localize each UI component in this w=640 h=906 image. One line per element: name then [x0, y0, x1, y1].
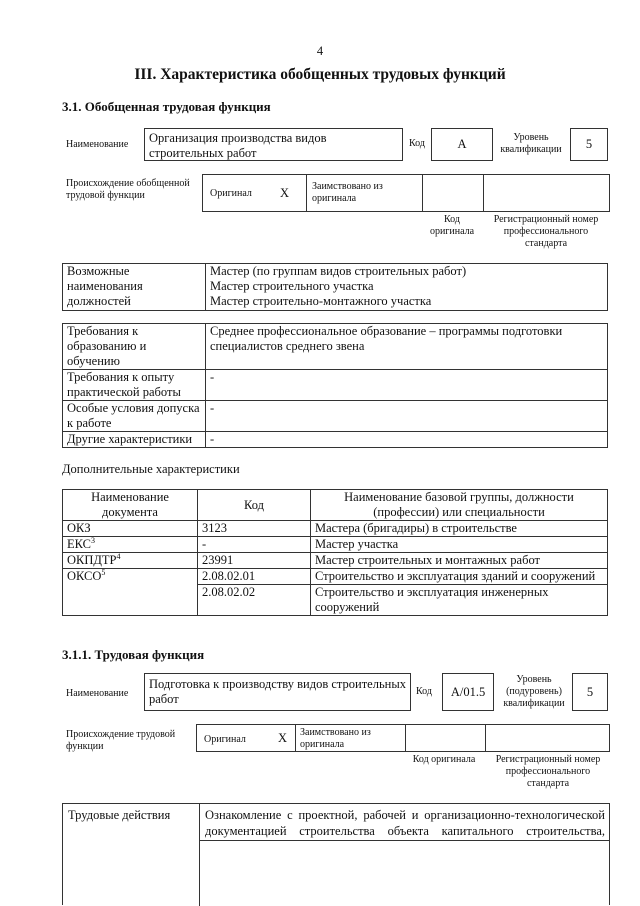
- tf-origin-label: Происхождение трудовой функции: [66, 729, 176, 752]
- table-row: [63, 521, 608, 537]
- cell-code: 3123: [198, 521, 311, 537]
- requirements-table: [62, 323, 608, 448]
- gtf-name-value: Организация производства видов строительных работ: [144, 128, 403, 161]
- tf-heading: 3.1.1. Трудовая функция: [62, 647, 205, 662]
- divider: [306, 174, 307, 212]
- cell-name: Мастера (бригадиры) в строительстве: [311, 521, 608, 537]
- gtf-code-label: Код: [409, 138, 425, 149]
- table-row: [63, 537, 608, 553]
- req-conditions-value: -: [206, 401, 608, 432]
- col-header-code: Код: [198, 490, 311, 521]
- cell-name: Строительство и эксплуатация зданий и сооружений: [311, 569, 608, 585]
- position-item: Мастер (по группам видов строительных работ): [210, 264, 467, 278]
- cell-name: Мастер строительных и монтажных работ: [311, 553, 608, 569]
- tf-name-label: Наименование: [66, 688, 129, 699]
- col-header-doc: Наименование документа: [63, 490, 198, 521]
- position-item: Мастер строительно-монтажного участка: [210, 294, 432, 308]
- additional-table: [62, 489, 608, 616]
- gtf-code-orig-caption: Код оригинала: [429, 214, 475, 237]
- gtf-original-mark: Х: [280, 186, 290, 200]
- req-other-value: -: [206, 432, 608, 448]
- tf-borrowed-label: Заимствовано из оригинала: [300, 727, 371, 750]
- divider: [485, 724, 486, 752]
- req-other-label: Другие характеристики: [63, 432, 206, 448]
- cell-name: Мастер участка: [311, 537, 608, 553]
- actions-label: Трудовые действия: [68, 808, 171, 822]
- section-title: III. Характеристика обобщенных трудовых функций: [134, 66, 506, 83]
- col-header-name: Наименование базовой группы, должности (профессии) или специальности: [311, 490, 608, 521]
- actions-line-1: Ознакомление с проектной, рабочей и организационно-технологической: [205, 808, 605, 822]
- req-experience-value: -: [206, 370, 608, 401]
- req-education-value: Среднее профессиональное образование – программы подготовки специалистов среднего звена: [206, 324, 608, 370]
- cell-code: 2.08.02.02: [198, 585, 311, 616]
- tf-level-value: 5: [572, 673, 608, 711]
- positions-list: [206, 264, 608, 311]
- tf-code-label: Код: [416, 686, 432, 697]
- cell-doc: ОКПДТР$^4$: [63, 553, 198, 569]
- tf-name-value: Подготовка к производству видов строительных работ: [144, 673, 411, 711]
- table-row: [63, 553, 608, 569]
- cell-doc: ЕКС$^3$: [63, 537, 198, 553]
- tf-reg-caption: Регистрационный номер профессионального стандарта: [495, 754, 601, 789]
- gtf-name-label: Наименование: [66, 139, 129, 150]
- divider: [295, 724, 296, 752]
- additional-title: Дополнительные характеристики: [62, 462, 240, 476]
- tf-origin-box: [196, 724, 610, 752]
- cell-code: 2.08.02.01: [198, 569, 311, 585]
- divider: [422, 174, 423, 212]
- tf-original-mark: Х: [278, 731, 288, 745]
- req-conditions-label: Особые условия допуска к работе: [63, 401, 206, 432]
- gtf-level-label: Уровень квалификации: [500, 132, 562, 155]
- divider: [199, 840, 610, 841]
- cell-doc: ОКЗ: [63, 521, 198, 537]
- tf-level-label: Уровень (подуровень) квалификации: [503, 674, 565, 709]
- actions-line-2: документацией строительства объекта капитального строительства,: [205, 824, 605, 838]
- gtf-origin-box: [202, 174, 610, 212]
- cell-name: Строительство и эксплуатация инженерных сооружений: [311, 585, 608, 616]
- positions-table: [62, 263, 608, 311]
- gtf-heading: 3.1. Обобщенная трудовая функция: [62, 99, 271, 114]
- position-item: Мастер строительного участка: [210, 279, 374, 293]
- req-experience-label: Требования к опыту практической работы: [63, 370, 206, 401]
- cell-code: -: [198, 537, 311, 553]
- divider: [483, 174, 484, 212]
- gtf-borrowed-label: Заимствовано из оригинала: [312, 181, 383, 204]
- gtf-original-label: Оригинал: [210, 188, 252, 199]
- tf-code-value: А/01.5: [442, 673, 494, 711]
- gtf-origin-label: Происхождение обобщенной трудовой функции: [66, 178, 190, 201]
- divider: [405, 724, 406, 752]
- table-row: [63, 569, 608, 585]
- gtf-level-value: 5: [570, 128, 608, 161]
- tf-original-label: Оригинал: [204, 734, 246, 745]
- cell-doc: ОКСО$^5$: [63, 569, 198, 616]
- tf-code-orig-caption: Код оригинала: [412, 754, 476, 765]
- divider: [199, 803, 200, 906]
- gtf-code-value: А: [431, 128, 493, 161]
- req-education-label: Требования к образованию и обучению: [63, 324, 206, 370]
- gtf-reg-caption: Регистрационный номер профессионального стандарта: [493, 214, 599, 249]
- actions-table: [62, 803, 610, 905]
- page-number: 4: [316, 44, 324, 58]
- positions-label: Возможные наименования должностей: [63, 264, 206, 311]
- cell-code: 23991: [198, 553, 311, 569]
